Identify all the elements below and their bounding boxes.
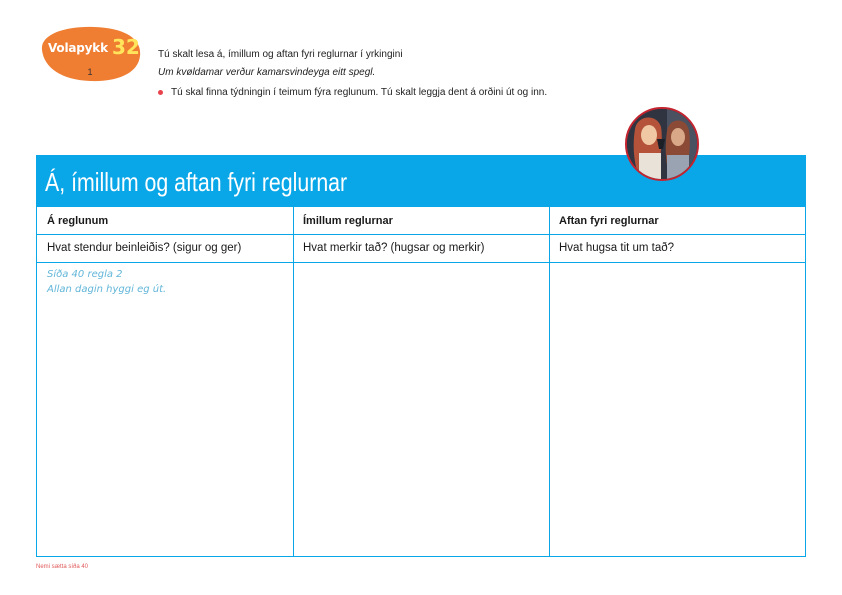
column-header-2: Ímillum reglurnar — [303, 215, 393, 227]
column-header-1: Á reglunum — [47, 215, 109, 227]
column-question-3: Hvat hugsa tit um tað? — [559, 242, 675, 254]
portrait-illustration — [625, 107, 699, 181]
answer-area-2[interactable] — [294, 263, 549, 556]
handwritten-note-1: Síða 40 regla 2 — [47, 269, 123, 280]
answer-area-3[interactable] — [550, 263, 805, 556]
chapter-badge — [36, 24, 144, 84]
bullet-icon — [158, 90, 163, 95]
badge-number: 32 — [112, 35, 140, 59]
worksheet-table — [36, 206, 806, 557]
badge-subnumber: 1 — [87, 67, 93, 77]
answer-area-1[interactable] — [37, 263, 293, 556]
page-title: Á, ímillum og aftan fyri reglurnar — [45, 167, 348, 197]
instruction-poem-line: Um kvøldamar verður kamarsvindeyga eitt spegl. — [158, 67, 376, 78]
row-divider — [37, 234, 805, 235]
page-footer: Nemi sætta síða 40 — [36, 564, 89, 570]
instruction-line-3: Tú skal finna týdningin í teimum fýra reglunum. Tú skalt leggja dent á orðini út og inn. — [171, 87, 548, 98]
column-question-2: Hvat merkir tað? (hugsar og merkir) — [303, 242, 485, 254]
badge-title: Volapykk — [48, 41, 108, 55]
column-header-3: Aftan fyri reglurnar — [559, 215, 659, 227]
handwritten-note-2: Allan dagin hyggi eg út. — [47, 284, 167, 295]
instruction-line-1: Tú skalt lesa á, ímillum og aftan fyri reglurnar í yrkingini — [158, 49, 403, 60]
column-question-1: Hvat stendur beinleiðis? (sigur og ger) — [47, 242, 242, 254]
